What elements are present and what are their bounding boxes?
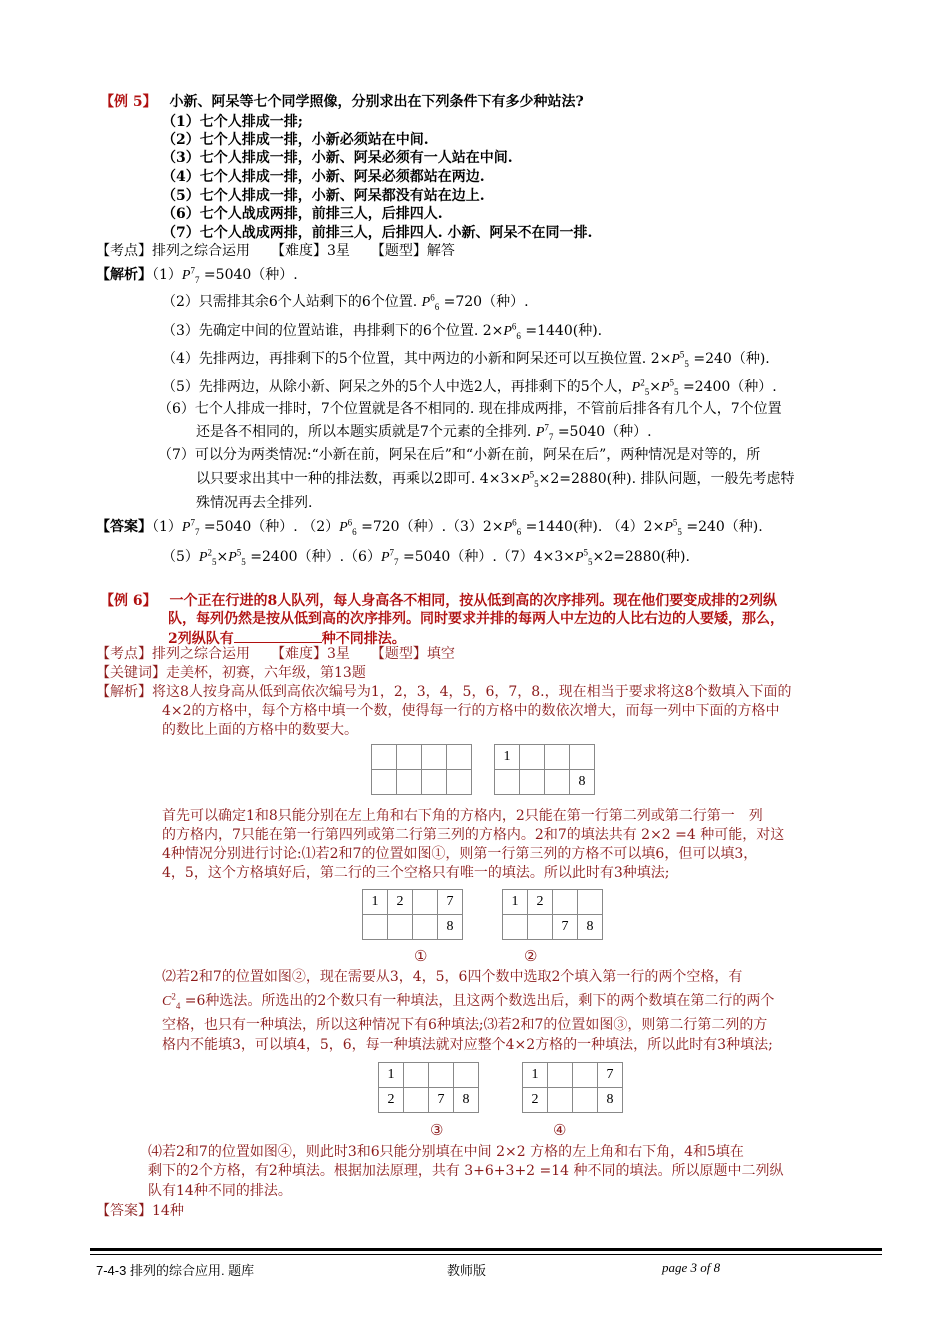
- grid-row: [363, 915, 463, 940]
- grid-case-4: [522, 1062, 623, 1113]
- ex5-solution-5: （5）先排两边，从除小新、阿呆之外的5个人中选2人，再排剩下的5个人，$P^2_5\times P^5_5 =2400$（种）.: [162, 377, 777, 397]
- grid-cell: [404, 1063, 429, 1088]
- grid-cell: [372, 770, 397, 795]
- grid-cell: [422, 745, 447, 770]
- ex5-item-6: （6）七个人战成两排，前排三人，后排四人.: [162, 206, 443, 222]
- grid-case-1: [362, 889, 463, 940]
- grid-cell: 1: [495, 745, 520, 770]
- grid-cell: [363, 915, 388, 940]
- label-case-2: ②: [524, 947, 538, 965]
- grid-cell: [578, 890, 603, 915]
- ex5-solution-6b: 还是各不相同的，所以本题实质就是7个元素的全排列. $P^7_7 =5040$（种）.: [196, 422, 652, 442]
- perm-p77: $P^7_7$: [535, 422, 554, 442]
- ex5-item-5: （5）七个人排成一排，小新、阿呆都没有站在边上.: [162, 188, 485, 204]
- grid-cell: 1: [379, 1063, 404, 1088]
- grid-row: [379, 1088, 479, 1113]
- grid-cell: 1: [523, 1063, 548, 1088]
- grid-row: [503, 890, 603, 915]
- ex5-solution-6a: （6）七个人排成一排时，7个位置就是各不相同的. 现在排成两排，不管前后排各有几个人，7个位置: [158, 401, 782, 417]
- ex6-answer: 【答案】14种: [96, 1203, 184, 1219]
- grid-row: [372, 745, 472, 770]
- ex5-solution-7d: 殊情况再去全排列.: [196, 495, 313, 511]
- grid-cell: [545, 745, 570, 770]
- ex5-solution-2: （2）只需排其余6个人站剩下的6个位置. $P^6_6 =720$（种）.: [162, 292, 529, 312]
- grid-corners: [494, 744, 595, 795]
- answer-blank: [234, 628, 322, 643]
- example-6-heading: [100, 592, 777, 610]
- grid-cell: 7: [598, 1063, 623, 1088]
- grid-row: [503, 915, 603, 940]
- grid-cell: 1: [503, 890, 528, 915]
- example-6-question-2: 队，每列仍然是按从低到高的次序排列。同时要求并排的每两人中左边的人比右边的人要矮，那么，: [168, 611, 784, 627]
- ex5-solution-7b: 以只要求出其中一种的排法数，再乘以2即可. $4\times 3\times P^5_5\times 2=2880$(种). 排队问题，一般先考虑特: [196, 469, 795, 489]
- grid-row: [495, 770, 595, 795]
- perm-p66: $P^6_6$: [421, 292, 440, 312]
- grid-cell: [495, 770, 520, 795]
- grid-cell: 8: [570, 770, 595, 795]
- ex6-solution-p13: 剩下的2个方格，有2种填法。根据加法原理，共有 3+6+3+2 =14 种不同的填法。所以原题中二列纵: [148, 1163, 784, 1179]
- grid-case-3: [378, 1062, 479, 1113]
- grid-cell: [397, 770, 422, 795]
- grid-row: [495, 745, 595, 770]
- grid-cell: [447, 745, 472, 770]
- grid-cell: 8: [454, 1088, 479, 1113]
- ex6-solution-p2: 4×2的方格中，每个方格中填一个数，使得每一行的方格中的数依次增大，而每一列中下面的方格中: [162, 703, 780, 719]
- label-case-4: ④: [553, 1121, 567, 1139]
- grid-cell: [528, 915, 553, 940]
- grid-empty: [371, 744, 472, 795]
- perm-p55: $P^5_5$: [660, 377, 679, 397]
- ex6-solution-p9: $C^2_4 =6$种选法。所选出的2个数只有一种填法，且这两个数选出后，剩下的两个数填在第二行的两个: [162, 991, 775, 1011]
- grid-cell: [573, 1088, 598, 1113]
- ex5-item-2: （2）七个人排成一排，小新必须站在中间.: [162, 132, 429, 148]
- grid-cell: [503, 915, 528, 940]
- grid-cell: [447, 770, 472, 795]
- footer-page-number: page 3 of 8: [662, 1260, 721, 1275]
- grid-cell: [553, 890, 578, 915]
- ex6-solution-p11: 格内不能填3，可以填4，5，6，每一种填法就对应整个4×2方格的一种填法，所以此时有3种填法;: [162, 1037, 773, 1053]
- grid-cell: 2: [523, 1088, 548, 1113]
- example-6-question-1: 一个正在行进的8人队列，每人身高各不相同，按从低到高的次序排列。现在他们要变成排的2列纵: [169, 593, 777, 609]
- footer-center: 教师版: [447, 1263, 487, 1278]
- example-5-tag: 【例 5】: [100, 94, 157, 110]
- grid-cell: [570, 745, 595, 770]
- grid-row: [379, 1063, 479, 1088]
- grid-cell: [520, 770, 545, 795]
- ex5-solution-3: （3）先确定中间的位置站谁，冉排剩下的6个位置. $2\times P^6_6 =1440$(种).: [162, 321, 603, 341]
- grid-cell: [548, 1063, 573, 1088]
- ex5-answer-line-2: $(5)P^2_5\times P^5_5 =2400$（种）$.(6)P^7_7 =5040$（种）$.(7)4\times 3\times P^5_5\times 2=2880$(种).: [162, 547, 690, 567]
- footer-left: 7-4-3 排列的综合应用. 题库: [96, 1263, 255, 1278]
- grid-cell: [573, 1063, 598, 1088]
- label-case-1: ①: [414, 947, 428, 965]
- grid-case-2: [502, 889, 603, 940]
- ex5-solution-1: 【解析】$(1)P^7_7 =5040$（种）.: [96, 265, 298, 285]
- example-5-heading: [100, 93, 584, 111]
- ex6-solution-p10: 空格，也只有一种填法，所以这种情况下有6种填法;⑶若2和7的位置如图③，则第二行第二列的方: [162, 1017, 768, 1033]
- ex6-solution-p3: 的数比上面的方格中的数要大。: [162, 722, 358, 738]
- perm-p66: $P^6_6$: [503, 321, 521, 341]
- ex5-answer-line-1: 【答案】$(1)P^7_7 =5040$（种）. $(2)P^6_6 =720$（种）$.(3)2\times P^6_6 =1440$(种). $(4)2\times P^5_5 =240$（种).: [96, 517, 763, 537]
- grid-cell: 2: [388, 890, 413, 915]
- ex5-item-4: （4）七个人排成一排，小新、阿呆必须都站在两边.: [162, 169, 485, 185]
- ex6-meta: 【考点】排列之综合运用 【难度】3星 【题型】填空: [96, 646, 455, 662]
- example-5-question: 小新、阿呆等七个同学照像，分别求出在下列条件下有多少种站法?: [169, 94, 584, 110]
- ex5-item-1: （1）七个人排成一排;: [162, 114, 303, 130]
- ex5-item-3: （3）七个人排成一排，小新、阿呆必须有一人站在中间.: [162, 150, 513, 166]
- grid-cell: 7: [429, 1088, 454, 1113]
- grid-cell: 2: [379, 1088, 404, 1113]
- grid-cell: 7: [438, 890, 463, 915]
- perm-p55: $P^5_5$: [671, 349, 689, 369]
- grid-cell: 8: [438, 915, 463, 940]
- ex6-solution-p6: 4种情况分别进行讨论:⑴若2和7的位置如图①，则第一行第三列的方格不可以填6，但可以填3，: [162, 846, 758, 862]
- footer-rule-thick: [90, 1248, 882, 1251]
- grid-cell: [404, 1088, 429, 1113]
- ex6-solution-p5: 的方格内，7只能在第一行第四列或第二行第三列的方格内。2和7的填法共有 2×2 =4 种可能，对这: [162, 827, 785, 843]
- ex6-solution-p8: ⑵若2和7的位置如图②，现在需要从3，4，5，6四个数中选取2个填入第一行的两个空格，有: [162, 969, 743, 985]
- grid-row: [523, 1088, 623, 1113]
- ex6-solution-p7: 4，5，这个方格填好后，第二行的三个空格只有唯一的填法。所以此时有3种填法;: [162, 865, 670, 881]
- ex5-meta: 【考点】排列之综合运用 【难度】3星 【题型】解答: [96, 243, 455, 259]
- grid-row: [372, 770, 472, 795]
- label-case-3: ③: [430, 1121, 444, 1139]
- ex5-item-7: （7）七个人战成两排，前排三人，后排四人. 小新、阿呆不在同一排.: [162, 225, 593, 241]
- grid-cell: 7: [553, 915, 578, 940]
- footer-rule-thin: [90, 1254, 882, 1255]
- grid-cell: [413, 890, 438, 915]
- ex6-solution-p12: ⑷若2和7的位置如图④，则此时3和6只能分别填在中间 2×2 方格的左上角和右下角，4和5填在: [148, 1144, 744, 1160]
- comb-c42: $C^2_4$: [162, 991, 181, 1011]
- grid-cell: [454, 1063, 479, 1088]
- ex6-keywords: 【关键词】走美杯，初赛，六年级，第13题: [96, 665, 366, 681]
- grid-cell: [548, 1088, 573, 1113]
- grid-cell: [397, 745, 422, 770]
- ex6-solution-p1: 【解析】将这8人按身高从低到高依次编号为1，2，3，4，5，6，7，8.，现在相当于要求将这8个数填入下面的: [96, 684, 792, 700]
- grid-cell: 2: [528, 890, 553, 915]
- grid-row: [523, 1063, 623, 1088]
- ex5-solution-4: （4）先排两边，再排剩下的5个位置，其中两边的小新和阿呆还可以互换位置. $2\times P^5_5 =240$（种).: [162, 349, 770, 369]
- grid-cell: 8: [598, 1088, 623, 1113]
- ex6-solution-p14: 队有14种不同的排法。: [148, 1183, 292, 1199]
- grid-cell: [520, 745, 545, 770]
- grid-cell: 1: [363, 890, 388, 915]
- perm-p55: $P^5_5$: [521, 469, 539, 489]
- grid-cell: [429, 1063, 454, 1088]
- perm-p52: $P^2_5$: [631, 377, 650, 397]
- grid-cell: [422, 770, 447, 795]
- ex5-solution-7a: （7）可以分为两类情况:“小新在前，阿呆在后”和“小新在前，阿呆在后”，两种情况是对等的，所: [158, 447, 761, 463]
- grid-cell: [413, 915, 438, 940]
- grid-cell: [545, 770, 570, 795]
- perm-p77: $P^7_7$: [181, 265, 200, 285]
- ex6-solution-p4: 首先可以确定1和8只能分别在左上角和右下角的方格内，2只能在第一行第二列或第二行第一 列: [162, 808, 763, 824]
- grid-cell: [372, 745, 397, 770]
- grid-cell: [388, 915, 413, 940]
- example-6-tag: 【例 6】: [100, 593, 157, 609]
- grid-cell: 8: [578, 915, 603, 940]
- example-6-question-3: 2列纵队有 种不同排法。: [168, 628, 406, 648]
- grid-row: [363, 890, 463, 915]
